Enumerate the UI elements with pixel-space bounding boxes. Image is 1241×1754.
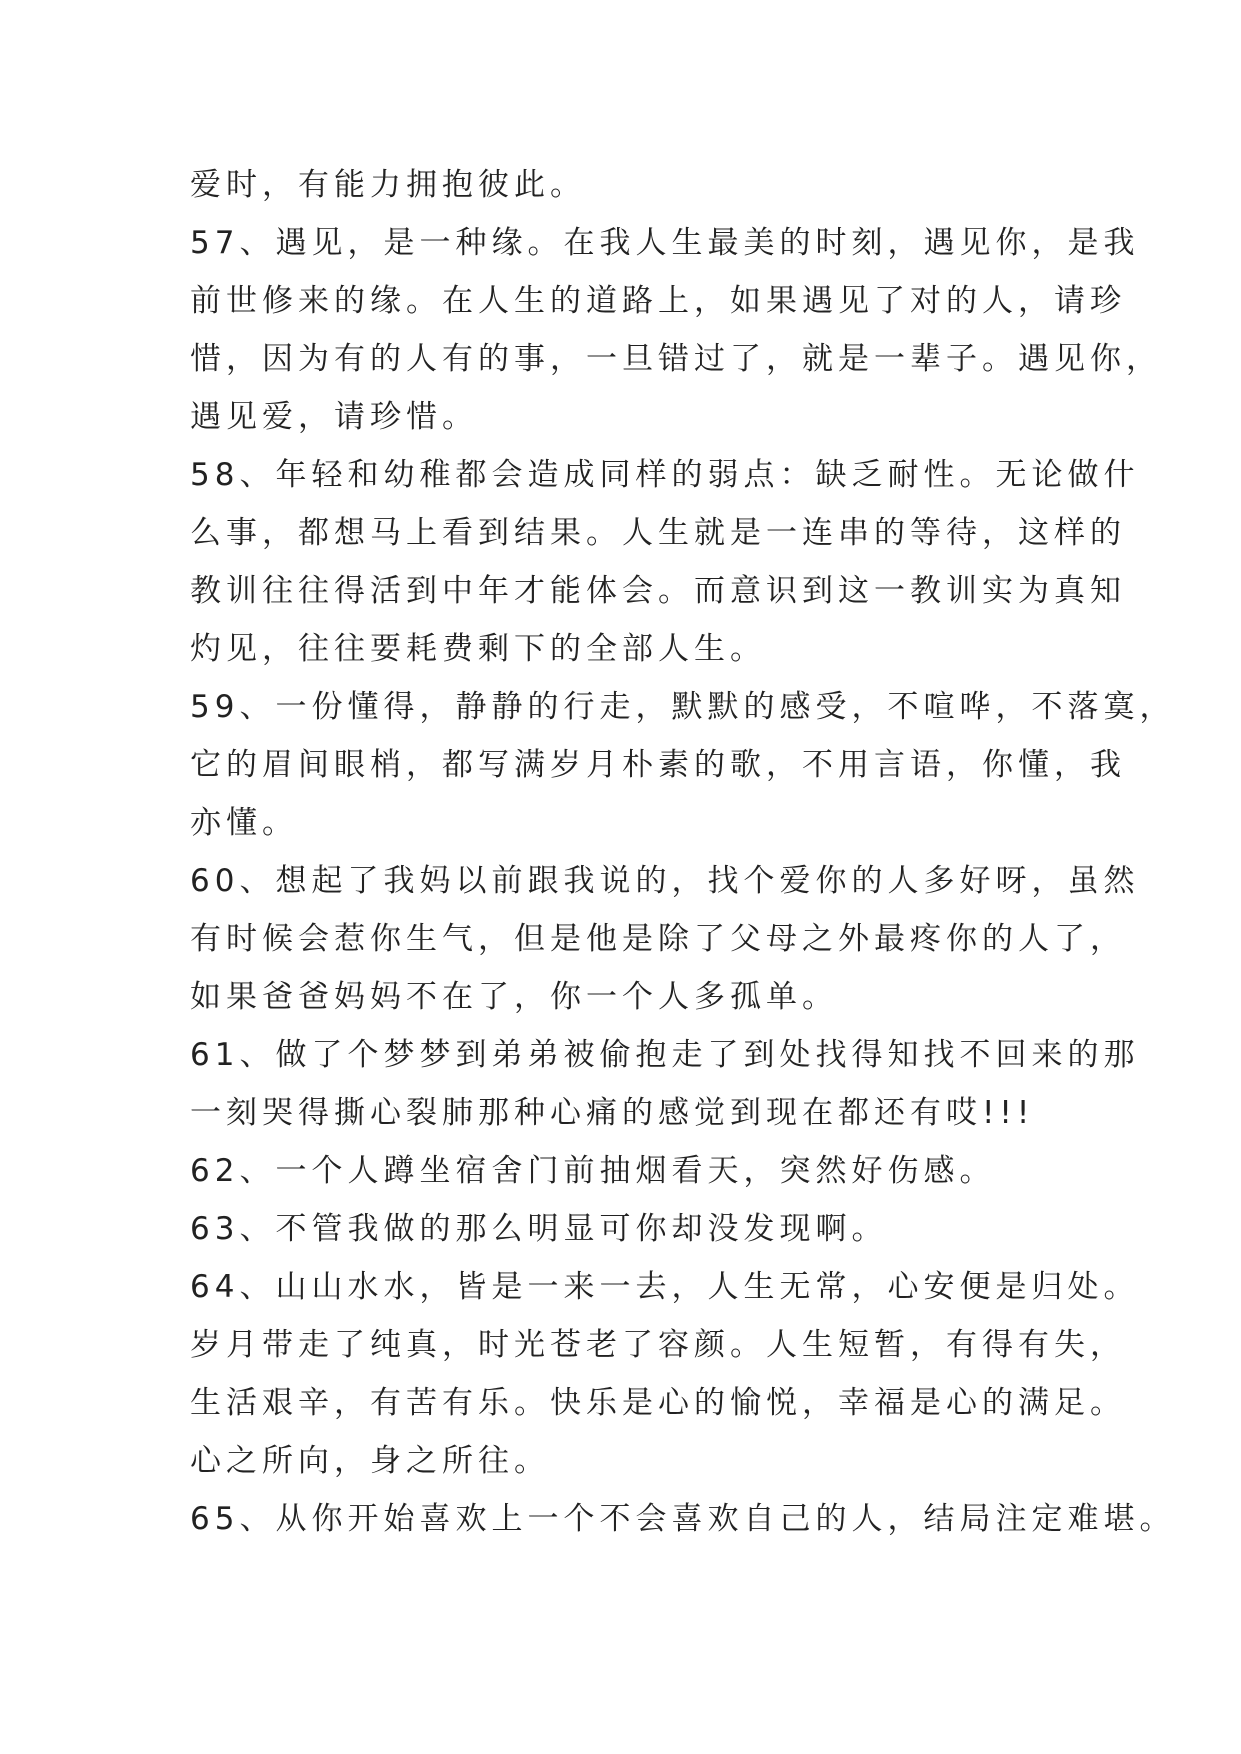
text-line: 岁月带走了纯真，时光苍老了容颜。人生短暂，有得有失， — [190, 1327, 1126, 1363]
text-line: 62、一个人蹲坐宿舍门前抽烟看天，突然好伤感。 — [190, 1153, 996, 1189]
text-line: 亦懂。 — [190, 805, 298, 841]
text-line: 遇见爱，请珍惜。 — [190, 399, 478, 435]
text-line: 58、年轻和幼稚都会造成同样的弱点：缺乏耐性。无论做什 — [190, 457, 1140, 493]
text-line: 教训往往得活到中年才能体会。而意识到这一教训实为真知 — [190, 573, 1126, 609]
text-line: 惜，因为有的人有的事，一旦错过了，就是一辈子。遇见你， — [190, 341, 1162, 377]
text-line: 生活艰辛，有苦有乐。快乐是心的愉悦，幸福是心的满足。 — [190, 1385, 1126, 1421]
text-line: 61、做了个梦梦到弟弟被偷抱走了到处找得知找不回来的那 — [190, 1037, 1140, 1073]
text-line: 如果爸爸妈妈不在了，你一个人多孤单。 — [190, 979, 838, 1015]
text-line: 60、想起了我妈以前跟我说的，找个爱你的人多好呀，虽然 — [190, 863, 1140, 899]
text-line: 63、不管我做的那么明显可你却没发现啊。 — [190, 1211, 888, 1247]
text-line: 灼见，往往要耗费剩下的全部人生。 — [190, 631, 766, 667]
text-line: 么事，都想马上看到结果。人生就是一连串的等待，这样的 — [190, 515, 1126, 551]
text-line: 59、一份懂得，静静的行走，默默的感受，不喧哗，不落寞， — [190, 689, 1176, 725]
text-line: 有时候会惹你生气，但是他是除了父母之外最疼你的人了， — [190, 921, 1126, 957]
text-line: 一刻哭得撕心裂肺那种心痛的感觉到现在都还有哎!!! — [190, 1095, 1035, 1131]
document-body — [190, 156, 1176, 1548]
text-line: 它的眉间眼梢，都写满岁月朴素的歌，不用言语，你懂，我 — [190, 747, 1126, 783]
text-line: 64、山山水水，皆是一来一去，人生无常，心安便是归处。 — [190, 1269, 1140, 1305]
text-line: 65、从你开始喜欢上一个不会喜欢自己的人，结局注定难堪。 — [190, 1501, 1176, 1537]
text-line: 前世修来的缘。在人生的道路上，如果遇见了对的人，请珍 — [190, 283, 1126, 319]
text-line: 心之所向，身之所往。 — [190, 1443, 550, 1479]
text-line: 57、遇见，是一种缘。在我人生最美的时刻，遇见你，是我 — [190, 225, 1140, 261]
text-line: 爱时，有能力拥抱彼此。 — [190, 167, 586, 203]
